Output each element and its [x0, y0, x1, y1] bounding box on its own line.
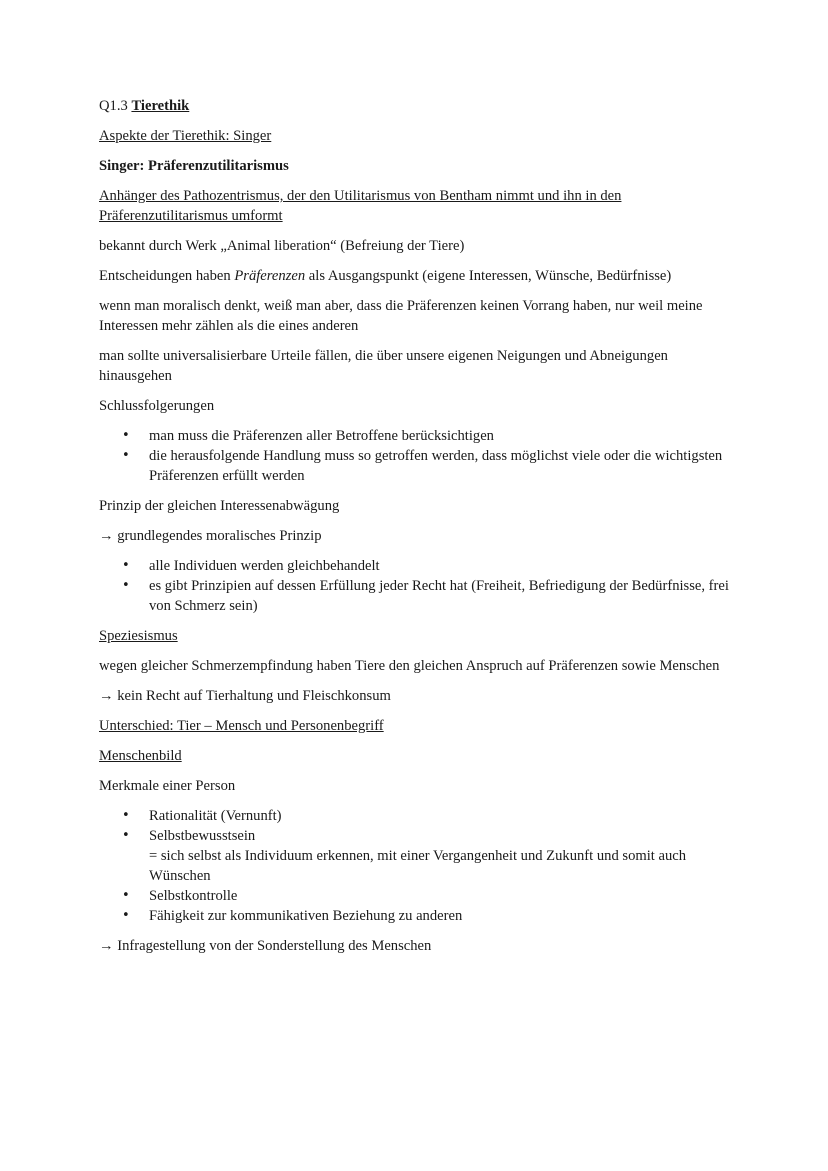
conclusions-list	[99, 426, 739, 486]
list-item-label: Selbstbewusstsein	[149, 828, 256, 844]
difference-label: Unterschied: Tier – Mensch und Personenbegriff	[99, 718, 384, 734]
list-item: • man muss die Präferenzen aller Betroffene berücksichtigen	[99, 426, 739, 446]
list-item: • Selbstkontrolle	[99, 886, 739, 906]
doc-subheading: Aspekte der Tierethik: Singer	[99, 128, 272, 144]
decisions-emphasis: Präferenzen	[234, 268, 306, 284]
document-page	[99, 96, 739, 956]
list-item: • alle Individuen werden gleichbehandelt	[99, 556, 739, 576]
decisions-paragraph	[99, 266, 739, 286]
list-item-detail: = sich selbst als Individuum erkennen, mit einer Vergangenheit und Zukunft und somit auch Wünschen	[149, 848, 687, 884]
heading-code: Q1.3	[99, 98, 132, 114]
moral-paragraph: wenn man moralisch denkt, weiß man aber, dass die Präferenzen keinen Vorrang haben, nur weil meine Interessen mehr zählen als die eines anderen	[99, 298, 703, 334]
person-list	[99, 806, 739, 926]
principle-label: Prinzip der gleichen Interessenabwägung	[99, 498, 340, 514]
doc-heading	[99, 96, 739, 116]
speciesism-arrow: → kein Recht auf Tierhaltung und Fleischkonsum	[99, 688, 391, 704]
section-title: Singer: Präferenzutilitarismus	[99, 158, 289, 174]
list-item: • Fähigkeit zur kommunikativen Beziehung zu anderen	[99, 906, 739, 926]
list-item: • Rationalität (Vernunft)	[99, 806, 739, 826]
heading-title: Tierethik	[131, 98, 190, 114]
speciesism-text: wegen gleicher Schmerzempfindung haben Tiere den gleichen Anspruch auf Präferenzen sowie Menschen	[99, 658, 720, 674]
decisions-post: als Ausgangspunkt (eigene Interessen, Wünsche, Bedürfnisse)	[305, 268, 672, 284]
person-label: Merkmale einer Person	[99, 778, 236, 794]
list-item: • die herausfolgende Handlung muss so getroffen werden, dass möglichst viele oder die wichtigsten Präferenzen erfüllt werden	[99, 446, 739, 486]
list-item	[99, 826, 739, 886]
work-paragraph: bekannt durch Werk „Animal liberation“ (Befreiung der Tiere)	[99, 238, 465, 254]
list-item: • es gibt Prinzipien auf dessen Erfüllung jeder Recht hat (Freiheit, Befriedigung der Bedürfnisse, frei von Schmerz sein)	[99, 576, 739, 616]
principle-arrow: → grundlegendes moralisches Prinzip	[99, 528, 322, 544]
intro-paragraph: Anhänger des Pathozentrismus, der den Utilitarismus von Bentham nimmt und ihn in den Präferenzutilitarismus umformt	[99, 188, 622, 224]
final-arrow: → Infragestellung von der Sonderstellung des Menschen	[99, 938, 432, 954]
image-label: Menschenbild	[99, 748, 182, 764]
principle-list	[99, 556, 739, 616]
decisions-pre: Entscheidungen haben	[99, 268, 235, 284]
conclusions-label: Schlussfolgerungen	[99, 398, 215, 414]
universal-paragraph: man sollte universalisierbare Urteile fällen, die über unsere eigenen Neigungen und Abneigungen hinausgehen	[99, 348, 668, 384]
speciesism-label: Speziesismus	[99, 628, 178, 644]
